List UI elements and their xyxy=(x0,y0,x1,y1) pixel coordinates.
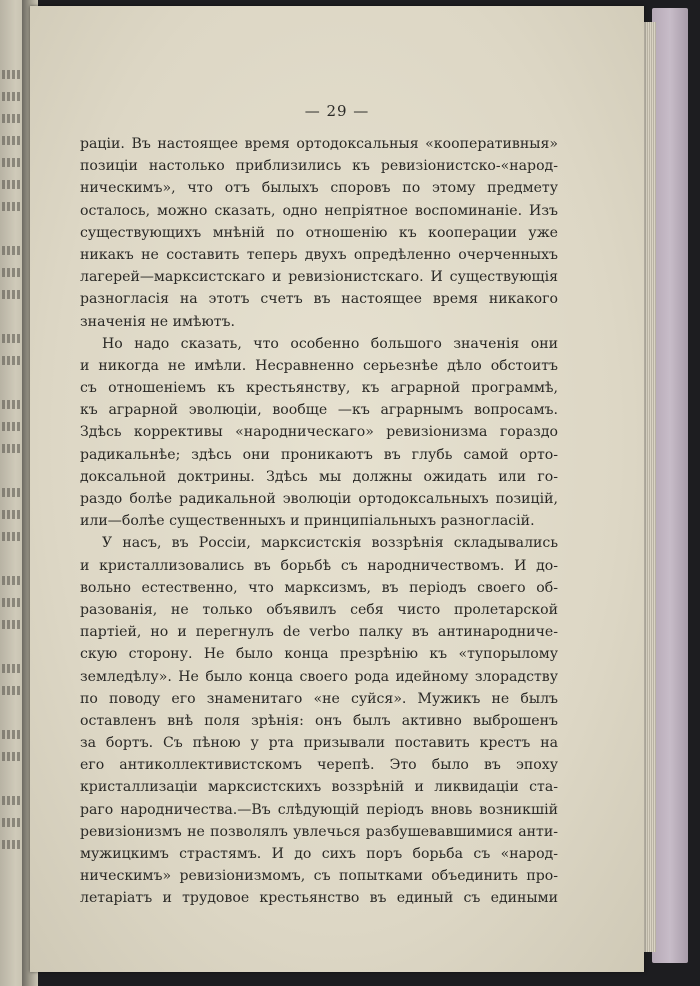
text-line: и кристаллизовались въ борьбѣ съ народничествомъ. И до- xyxy=(80,557,558,574)
text-line: радикальнѣе; здѣсь они проникаютъ въ глубь самой орто- xyxy=(80,446,558,463)
text-line: мужицкимъ страстямъ. И до сихъ поръ борьба съ «народ- xyxy=(80,846,558,862)
text-line: Но надо сказать, что особенно большого значенія они xyxy=(102,335,558,352)
text-line: значенія не имѣютъ. xyxy=(80,313,235,330)
text-line: осталось, можно сказать, одно непріятное воспоминаніе. Изъ xyxy=(80,202,558,219)
text-line: скую сторону. Не было конца презрѣнію къ «тупорылому xyxy=(80,646,558,663)
text-line: за бортъ. Съ пѣною у рта призывали поставить крестъ на xyxy=(80,735,558,752)
text-line: раціи. Въ настоящее время ортодоксальныя «кооперативныя» xyxy=(80,136,558,152)
text-line: лагерей—марксистскаго и ревизіонистскаго. И существующія xyxy=(80,269,558,286)
text-line: съ отношеніемъ къ крестьянству, къ аграрной программѣ, xyxy=(80,380,558,397)
text-line: партіей, но и перегнулъ de verbo палку въ антинародниче- xyxy=(80,624,558,641)
text-line: къ аграрной эволюціи, вообще —къ аграрнымъ вопросамъ. xyxy=(80,402,558,419)
book-page xyxy=(30,6,644,972)
text-line: позиціи настолько приблизились къ ревизіонистско-«народ- xyxy=(80,158,558,175)
text-line: никакъ не составить теперь двухъ опредѣленно очерченныхъ xyxy=(80,246,558,263)
text-line: ническимъ» ревизіонизмомъ, съ попытками объединить про- xyxy=(80,868,558,885)
text-line: Здѣсь коррективы «народническаго» ревизіонизма гораздо xyxy=(80,424,558,441)
text-line: земледѣлу». Не было конца своего рода идейному злорадству xyxy=(80,668,558,685)
text-line: летаріатъ и трудовое крестьянство въ единый съ едиными xyxy=(80,890,558,907)
page-edges-right xyxy=(652,8,688,963)
text-line: кристаллизаціи марксистскихъ воззрѣній и ликвидаціи ста- xyxy=(80,779,558,796)
text-line: по поводу его знаменитаго «не суйся». Мужикъ не былъ xyxy=(80,690,558,707)
text-line: разногласія на этотъ счетъ въ настоящее время никакого xyxy=(80,291,558,308)
text-line: разованія, не только объявилъ себя чисто пролетарской xyxy=(80,601,558,618)
text-line: ревизіонизмъ не позволялъ увлечься разбушевавшимися анти- xyxy=(80,823,558,840)
text-line: раго народничества.—Въ слѣдующій періодъ вновь возникшій xyxy=(80,801,558,818)
text-line: существующихъ мнѣній по отношенію къ кооперации уже xyxy=(80,224,558,241)
text-line: оставленъ внѣ поля зрѣнія: онъ былъ активно выброшенъ xyxy=(80,712,558,729)
text-line: раздо болѣе радикальной эволюціи ортодоксальныхъ позицій, xyxy=(80,491,558,507)
text-line: и никогда не имѣли. Несравненно серьезнѣе дѣло обстоитъ xyxy=(80,357,558,374)
text-line: ническимъ», что отъ былыхъ споровъ по этому предмету xyxy=(80,180,558,197)
text-line: или—болѣе существенныхъ и принципіальныхъ разногласій. xyxy=(80,513,535,530)
text-line: вольно естественно, что марксизмъ, въ періодъ своего об- xyxy=(80,579,558,596)
body-text xyxy=(80,133,558,910)
text-line: доксальной доктрины. Здѣсь мы должны ожидать или го- xyxy=(80,468,558,485)
page-number: — 29 — xyxy=(304,102,370,120)
text-line: его антиколлективистскомъ черепѣ. Это было въ эпоху xyxy=(80,757,558,774)
text-line: У насъ, въ Россіи, марксистскія воззрѣнія складывались xyxy=(102,535,558,552)
